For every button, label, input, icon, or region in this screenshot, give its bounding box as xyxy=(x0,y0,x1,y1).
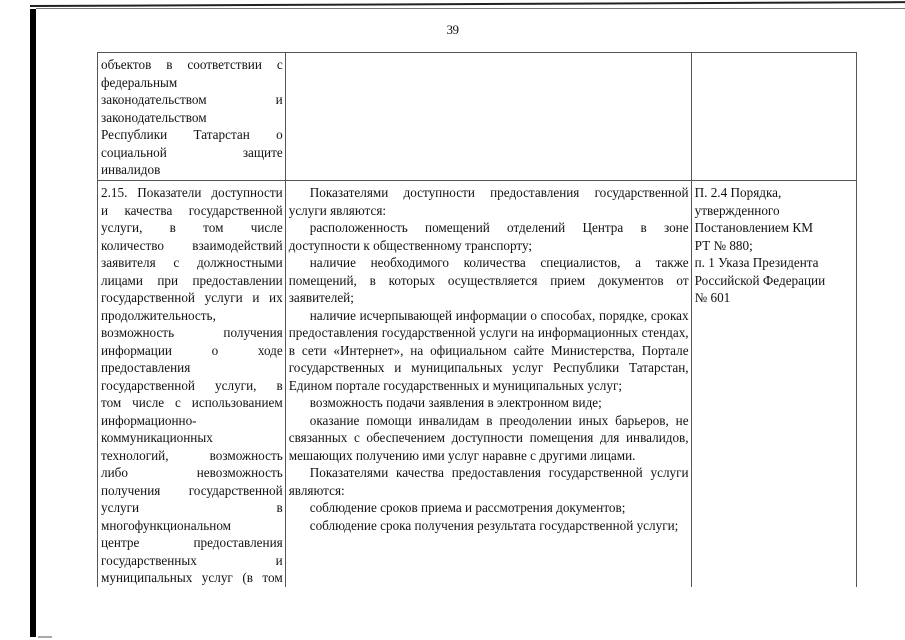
scan-top-edge xyxy=(30,1,905,7)
paragraph-information: наличие исчерпывающей информации о способах, порядке, сроках предоставления государственной услуги на информационных стендах, в сети «Интернет», на официальном сайте Министерства, Портале государственных и муниципальных услуг Республики Татарстан, Едином портале государственных и муниципальных услуг; xyxy=(288,307,689,393)
text-line: технологий, возможность xyxy=(101,447,283,463)
page-number: 39 xyxy=(446,22,459,37)
scan-top-edge-shadow xyxy=(36,8,905,9)
cell-requirement xyxy=(98,53,286,181)
text-line: законодательством и xyxy=(101,92,283,107)
text-line: либо невозможность xyxy=(101,465,283,480)
text-line: муниципальных услуг (в том xyxy=(101,570,283,585)
cell-legal-basis xyxy=(691,53,856,181)
text-line: информационно- xyxy=(101,412,197,428)
text-line: государственной услуги и их xyxy=(101,290,283,305)
text-line: 2.15. Показатели доступности xyxy=(101,185,283,200)
paragraph-accessibility-intro: Показателями доступности предоставления государственной услуги являются: xyxy=(288,185,689,218)
paragraph-result-deadline: соблюдение срока получения результата государственной услуги; xyxy=(309,517,679,533)
text-line: продолжительность, xyxy=(101,307,216,323)
text-line: услуги, в том числе xyxy=(101,220,283,235)
text-line: многофункциональном xyxy=(101,517,232,533)
table-row-2-15 xyxy=(98,181,857,587)
paragraph-disability-assistance: оказание помощи инвалидам в преодолении иных барьеров, не связанных с обеспечением доступности помещения для инвалидов, мешающих получению ими услуг наравне с другими лицами. xyxy=(288,412,689,463)
text-line: П. 2.4 Порядка, xyxy=(694,185,782,200)
text-line: государственной услуги, в xyxy=(101,377,283,393)
text-line: возможность получения xyxy=(101,325,283,340)
cell-content xyxy=(285,181,691,587)
cell-requirement xyxy=(98,181,286,587)
text-line: № 601 xyxy=(694,290,731,305)
paragraph-processing-deadlines: соблюдение сроков приема и рассмотрения документов; xyxy=(309,500,626,515)
text-line: государственных и xyxy=(101,552,283,568)
text-line: том числе с использованием xyxy=(101,395,283,410)
cell-content xyxy=(285,53,691,181)
paragraph-specialists: наличие необходимого количества специалистов, а также помещений, в которых осуществляется прием документов от заявителей; xyxy=(288,255,689,305)
scan-left-edge xyxy=(30,9,36,637)
text-line: Постановлением КМ xyxy=(694,220,813,235)
text-line: лицами при предоставлении xyxy=(101,272,283,288)
text-line: инвалидов xyxy=(101,162,161,177)
table-row-continuation xyxy=(98,53,857,181)
text-line: предоставления xyxy=(101,360,191,375)
regulation-table xyxy=(97,52,857,587)
paragraph-transport-access: расположенность помещений отделений Центра в зоне доступности к общественному транспорту; xyxy=(288,220,689,253)
text-line: Российской Федерации xyxy=(694,272,826,288)
text-line: услуги в xyxy=(101,500,283,515)
text-line: заявителя с должностными xyxy=(101,255,283,270)
scan-artifact xyxy=(38,636,52,638)
text-line: Республики Татарстан о xyxy=(101,127,283,142)
text-line: коммуникационных xyxy=(101,430,213,445)
text-line: информации о ходе xyxy=(101,342,283,358)
text-line: объектов в соответствии с xyxy=(101,57,283,72)
text-line: центре предоставления xyxy=(101,535,283,550)
text-line: и качества государственной xyxy=(101,202,283,218)
text-line: количество взаимодействий xyxy=(101,237,283,253)
text-line: утвержденного xyxy=(694,202,780,218)
paragraph-quality-intro: Показателями качества предоставления государственной услуги являются: xyxy=(288,465,689,498)
text-line: п. 1 Указа Президента xyxy=(694,255,819,270)
paragraph-electronic-filing: возможность подачи заявления в электронном виде; xyxy=(309,395,602,410)
text-line: федеральным xyxy=(101,74,178,90)
text-line: РТ № 880; xyxy=(694,237,753,253)
text-line: социальной защите xyxy=(101,144,283,160)
text-line: законодательством xyxy=(101,109,207,125)
cell-legal-basis xyxy=(691,181,856,587)
text-line: получения государственной xyxy=(101,482,283,498)
